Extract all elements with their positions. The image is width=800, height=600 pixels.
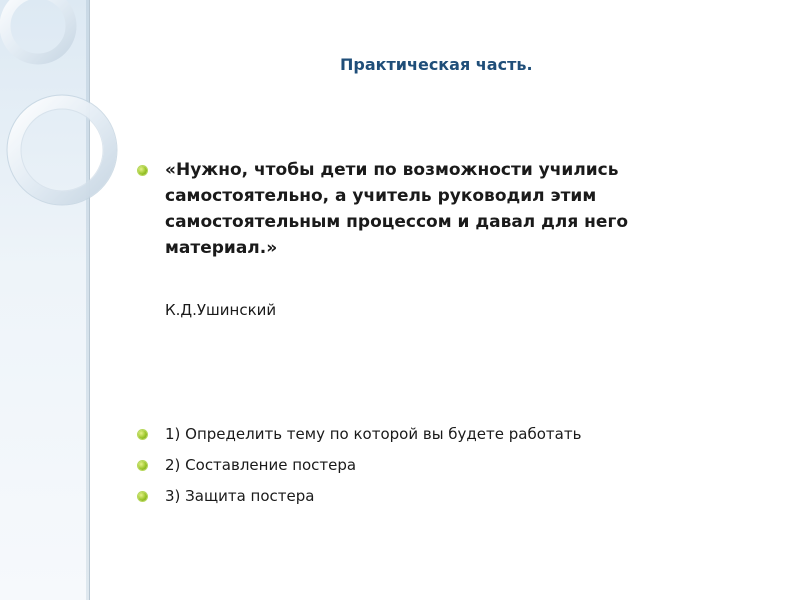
- task-1-bullet-icon: [138, 430, 147, 439]
- task-item-1: 1) Определить тему по которой вы будете работать: [165, 425, 582, 443]
- task-3-bullet-icon: [138, 492, 147, 501]
- slide-title: Практическая часть.: [340, 55, 533, 74]
- task-item-2: 2) Составление постера: [165, 456, 357, 474]
- left-panel-edge: [89, 0, 90, 600]
- quote-author: К.Д.Ушинский: [165, 301, 277, 319]
- quote-text: «Нужно, чтобы дети по возможности учились самостоятельно, а учитель руководил этим самостоятельным процессом и давал для него материал.»: [165, 160, 629, 258]
- quote-bullet-icon: [138, 166, 147, 175]
- task-item-3: 3) Защита постера: [165, 487, 315, 505]
- task-2-bullet-icon: [138, 461, 147, 470]
- left-decorative-panel: [0, 0, 86, 600]
